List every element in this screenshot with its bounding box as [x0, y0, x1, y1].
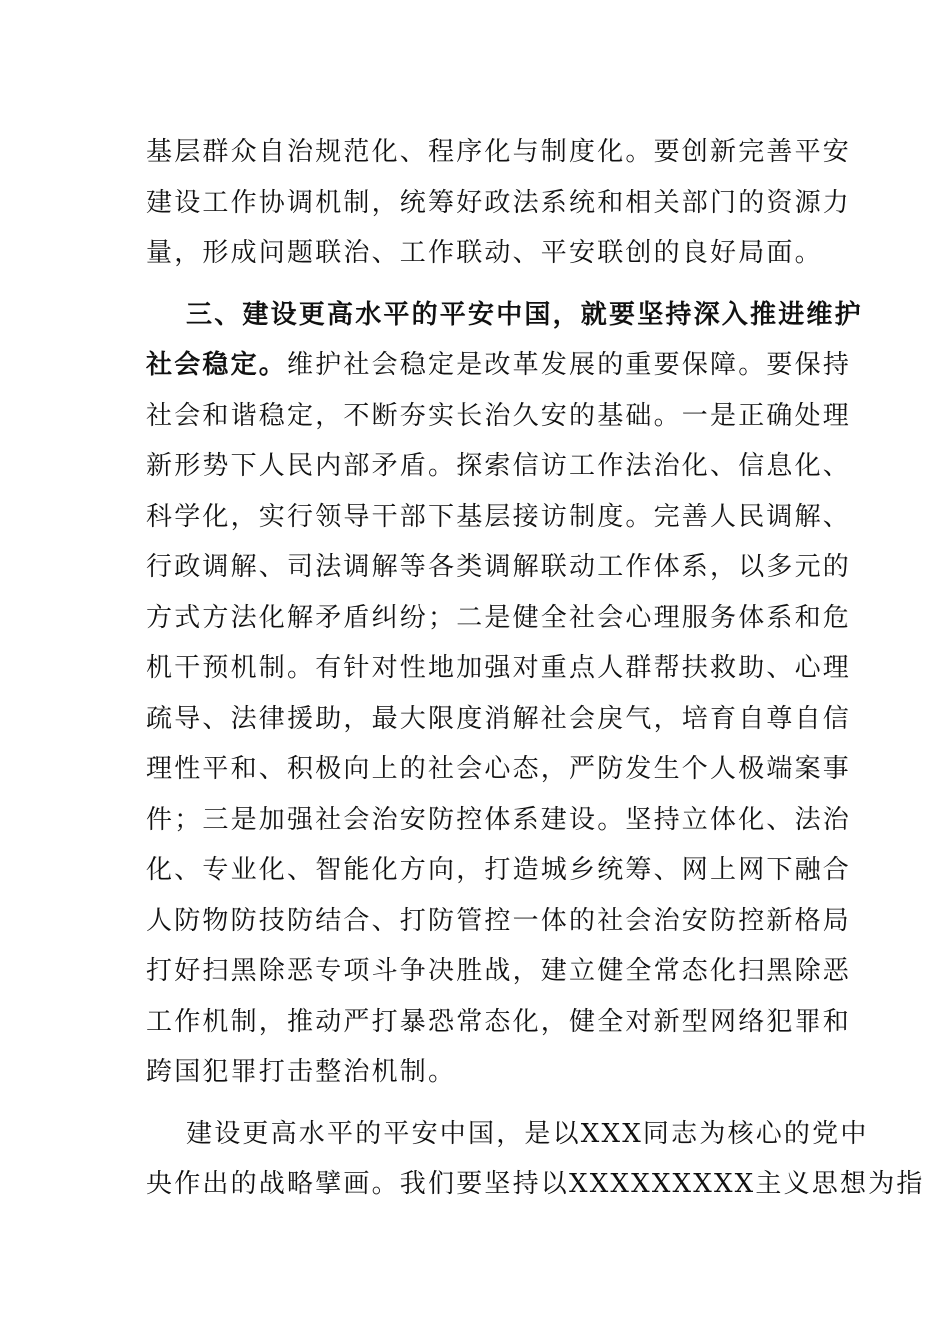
- paragraph-text: 维护社会稳定是改革发展的重要保障。要保持: [287, 350, 852, 380]
- paragraph-line: 基层群众自治规范化、程序化与制度化。要创新完善平安: [146, 137, 852, 167]
- paragraph-line: 新形势下人民内部矛盾。探索信访工作法治化、信息化、: [146, 451, 852, 481]
- paragraph-line: 疏导、法律援助，最大限度消解社会戾气，培育自尊自信: [146, 704, 852, 734]
- paragraph-line: 建设更高水平的平安中国，是以XXX同志为核心的党中: [186, 1119, 869, 1149]
- paragraph-line: 央作出的战略擘画。我们要坚持以XXXXXXXXX主义思想为指: [146, 1169, 925, 1199]
- paragraph-line: 跨国犯罪打击整治机制。: [146, 1057, 457, 1087]
- paragraph-line: 方式方法化解矛盾纠纷；二是健全社会心理服务体系和危: [146, 603, 852, 633]
- paragraph-line: 件；三是加强社会治安防控体系建设。坚持立体化、法治: [146, 805, 852, 835]
- paragraph-line: 社会和谐稳定，不断夯实长治久安的基础。一是正确处理: [146, 401, 852, 431]
- paragraph-line: 工作机制，推动严打暴恐常态化，健全对新型网络犯罪和: [146, 1007, 852, 1037]
- paragraph-line: 化、专业化、智能化方向，打造城乡统筹、网上网下融合: [146, 855, 852, 885]
- paragraph-line: 理性平和、积极向上的社会心态，严防发生个人极端案事: [146, 754, 852, 784]
- paragraph-line: 建设工作协调机制，统筹好政法系统和相关部门的资源力: [146, 188, 852, 218]
- mixed-line: [146, 345, 852, 385]
- paragraph-line: 科学化，实行领导干部下基层接访制度。完善人民调解、: [146, 502, 852, 532]
- section-heading-tail: 社会稳定。: [146, 350, 288, 380]
- paragraph-line: 打好扫黑除恶专项斗争决胜战，建立健全常态化扫黑除恶: [146, 956, 852, 986]
- paragraph-line: 机干预机制。有针对性地加强对重点人群帮扶救助、心理: [146, 653, 852, 683]
- paragraph-line: 量，形成问题联治、工作联动、平安联创的良好局面。: [146, 238, 823, 268]
- paragraph-line: 人防物防技防结合、打防管控一体的社会治安防控新格局: [146, 906, 852, 936]
- paragraph-line: 行政调解、司法调解等各类调解联动工作体系，以多元的: [146, 552, 852, 582]
- section-heading-line: 三、建设更高水平的平安中国，就要坚持深入推进维护: [186, 300, 863, 330]
